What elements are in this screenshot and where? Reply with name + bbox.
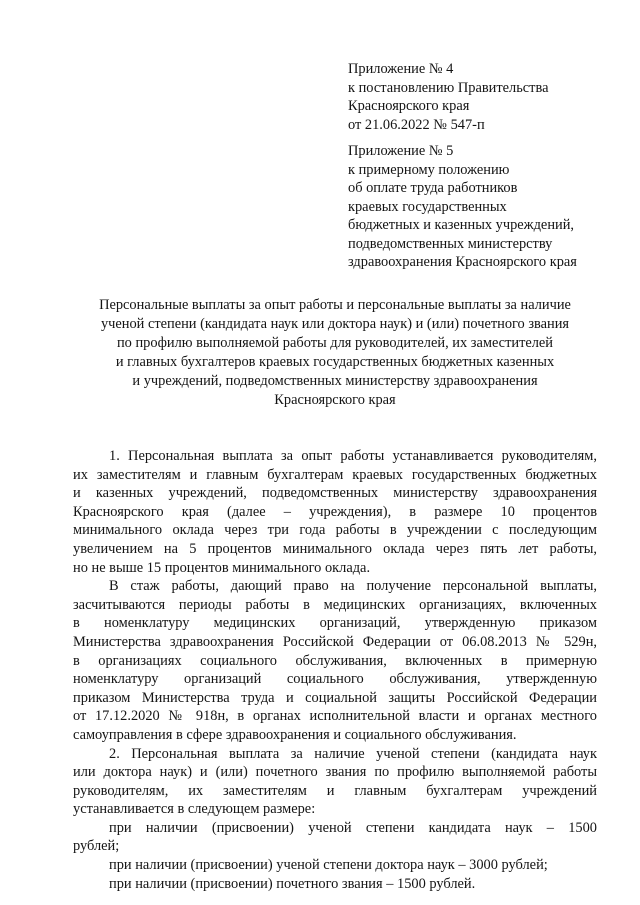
appendix-5-header (348, 142, 628, 272)
appendix-line: краевых государственных (348, 198, 507, 215)
body-line: но не выше 15 процентов минимального оклада. (73, 559, 371, 576)
body-line: от 17.12.2020 № 918н, в органах исполнительной власти и органах местного (73, 708, 597, 725)
title-line: Персональные выплаты за опыт работы и персональные выплаты за наличие (99, 297, 571, 313)
body-line: руководителям, их заместителям и главным бухгалтерам учреждений (73, 782, 597, 799)
body-line: Красноярского края (далее – учреждения), в размере 10 процентов (73, 503, 597, 520)
appendix-line: здравоохранения Красноярского края (348, 254, 577, 270)
body-line: Министерства здравоохранения Российской Федерации от 06.08.2013 № 529н, (73, 633, 597, 650)
appendix-line: бюджетных и казенных учреждений, (348, 217, 575, 233)
appendix-4-header (348, 60, 628, 134)
body-line: 1. Персональная выплата за опыт работы устанавливается руководителям, (109, 448, 597, 464)
appendix-line: Красноярского края (348, 98, 470, 114)
appendix-line: подведомственных министерству (348, 235, 553, 252)
document-body (73, 447, 597, 893)
body-line: самоуправления в сфере здравоохранения и социального обслуживания. (73, 726, 517, 743)
appendix-line: от 21.06.2022 № 547-п (348, 116, 485, 133)
body-line: при наличии (присвоении) ученой степени кандидата наук – 1500 (109, 819, 597, 836)
title-line: Красноярского края (274, 392, 396, 408)
body-line: рублей; (73, 838, 120, 855)
title-line: и главных бухгалтеров краевых государственных бюджетных казенных (115, 354, 555, 370)
body-line: засчитываются периоды работы в медицинских организациях, включенных (73, 596, 597, 613)
body-line: номенклатуру организаций социального обслуживания, утвержденную (73, 671, 597, 688)
body-line: и казенных учреждений, подведомственных министерству здравоохранения (73, 485, 597, 502)
title-line: ученой степени (кандидата наук или доктора наук) и (или) почетного звания (100, 316, 570, 332)
appendix-line: к постановлению Правительства (348, 79, 549, 96)
body-line: при наличии (присвоении) почетного звания – 1500 рублей. (109, 875, 476, 892)
body-line: или доктора наук) и (или) почетного звания по профилю выполняемой работы (73, 764, 597, 781)
title-line: по профилю выполняемой работы для руководителей, их заместителей (116, 335, 554, 351)
body-line: увеличением на 5 процентов минимального оклада через пять лет работы, (73, 540, 597, 557)
body-line: приказом Министерства труда и социальной защиты Российской Федерации (73, 689, 597, 706)
appendix-line: Приложение № 4 (348, 61, 454, 77)
body-line: при наличии (присвоении) ученой степени доктора наук – 3000 рублей; (109, 857, 548, 874)
appendix-line: к примерному положению (348, 161, 510, 178)
title-line: и учреждений, подведомственных министерству здравоохранения (132, 373, 538, 389)
body-line: 2. Персональная выплата за наличие ученой степени (кандидата наук (109, 745, 597, 762)
body-line: в номенклатуру медицинских организаций, утвержденную приказом (73, 615, 597, 632)
body-line: В стаж работы, дающий право на получение персональной выплаты, (109, 578, 597, 595)
body-line: их заместителям и главным бухгалтерам краевых государственных бюджетных (73, 466, 597, 483)
appendix-line: об оплате труда работников (348, 180, 518, 196)
document-title (40, 296, 630, 410)
body-line: устанавливается в следующем размере: (73, 801, 316, 818)
appendix-line: Приложение № 5 (348, 143, 454, 159)
body-line: в организациях социального обслуживания, включенных в примерную (73, 652, 597, 669)
body-line: минимального оклада через три года работы в учреждении с последующим (73, 522, 597, 539)
